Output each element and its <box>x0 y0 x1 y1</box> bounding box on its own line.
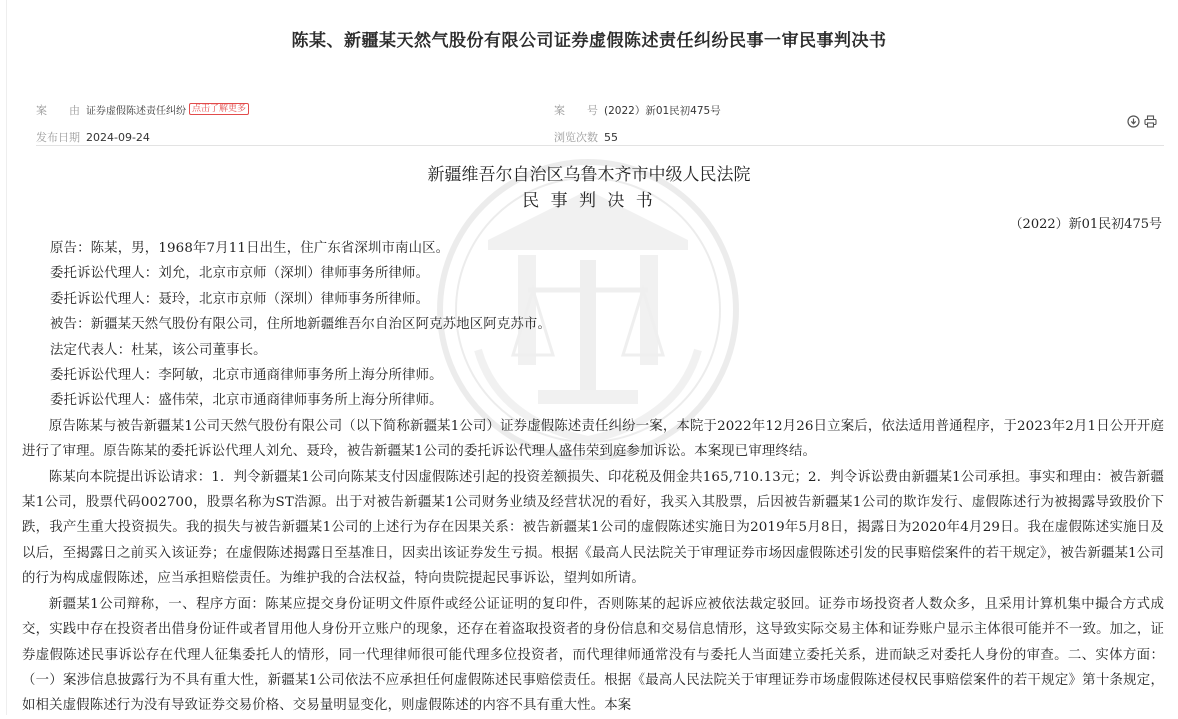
toolbar-icons <box>1127 113 1157 126</box>
download-icon[interactable] <box>1127 113 1140 126</box>
court-name: 新疆维吾尔自治区乌鲁木齐市中级人民法院 <box>427 165 751 185</box>
judgment-paragraph: 原告陈某与被告新疆某1公司天然气股份有限公司（以下简称新疆某1公司）证券虚假陈述责任纠纷一案，本院于2022年12月26日立案后，依法适用普通程序，于2023年2月1日公开开庭进行了审理。原告陈某的委托诉讼代理人刘允、聂玲，被告新疆某1公司的委托诉讼代理人盛伟荣到庭参加诉讼。本案现已审理终结。 <box>22 418 1164 460</box>
meta-views-value: 55 <box>604 131 618 144</box>
judgment-paragraph: 陈某向本院提出诉讼请求：1．判令新疆某1公司向陈某支付因虚假陈述引起的投资差额损失、印花税及佣金共165,710.13元；2．判令诉讼费由新疆某1公司承担。事实和理由：被告新疆某1公司，股票代码002700，股票名称为ST浩源。出于对被告新疆某1公司财务业绩及经营状况的看好，我买入其股票，后因被告新疆某1公司的欺诈发行、虚假陈述行为被揭露导致股价下跌，我产生重大投资损失。我的损失与被告新疆某1公司的上述行为存在因果关系：被告新疆某1公司的虚假陈述实施日为2019年5月8日，揭露日为2020年4月29日。我在虚假陈述实施日及以后，至揭露日之前买入该证券；在虚假陈述揭露日至基准日，因卖出该证券发生亏损。根据《最高人民法院关于审理证券市场因虚假陈述引发的民事赔偿案件的若干规定》，被告新疆某1公司的行为构成虚假陈述，应当承担赔偿责任。为维护我的合法权益，特向贵院提起民事诉讼，望判如所请。 <box>22 469 1164 587</box>
meta-case-no-label: 案 号 <box>554 104 598 117</box>
party-line: 被告：新疆某天然气股份有限公司，住所地新疆维吾尔自治区阿克苏地区阿克苏市。 <box>50 317 552 333</box>
meta-case-no <box>554 102 721 118</box>
judgment-paragraph: 新疆某1公司辩称，一、程序方面：陈某应提交身份证明文件原件或经公证证明的复印件，否则陈某的起诉应被依法裁定驳回。证券市场投资者人数众多，且采用计算机集中撮合方式成交，实践中存在投资者出借身份证件或者冒用他人身份开立账户的现象，还存在着盗取投资者的身份信息和交易信息情形，这导致实际交易主体和证券账户显示主体很可能并不一致。加之，证券虚假陈述民事诉讼存在代理人征集委托人的情形，同一代理律师很可能代理多位投资者，而代理律师通常没有与委托人当面建立委托关系，进而缺乏对委托人身份的审查。二、实体方面：（一）案涉信息披露行为不具有重大性，新疆某1公司依法不应承担任何虚假陈述民事赔偿责任。根据《最高人民法院关于审理证券市场虚假陈述侵权民事赔偿案件的若干规定》第十条规定，如相关虚假陈述行为没有导致证券交易价格、交易量明显变化，则虚假陈述的内容不具有重大性。本案 <box>22 596 1164 714</box>
meta-cause-label: 案 由 <box>36 104 80 117</box>
meta-cause-value: 证券虚假陈述责任纠纷 <box>86 106 186 117</box>
judgment-case-number: （2022）新01民初475号 <box>1009 217 1162 232</box>
party-line: 原告：陈某，男，1968年7月11日出生，住广东省深圳市南山区。 <box>50 241 450 256</box>
party-line: 委托诉讼代理人：刘允，北京市京师（深圳）律师事务所律师。 <box>50 266 430 282</box>
party-line: 委托诉讼代理人：李阿敏，北京市通商律师事务所上海分所律师。 <box>50 368 443 384</box>
meta-views <box>554 129 618 145</box>
meta-publish-label: 发布日期 <box>36 131 80 144</box>
page-left-border <box>6 0 7 715</box>
meta-publish-date <box>36 129 150 145</box>
print-icon[interactable] <box>1144 113 1157 126</box>
meta-cause <box>36 102 249 118</box>
party-line: 法定代表人：杜某，该公司董事长。 <box>50 342 267 358</box>
judgment-body <box>22 236 1164 719</box>
document-type: 民 事 判 决 书 <box>522 191 656 211</box>
meta-case-no-value: (2022）新01民初475号 <box>604 105 721 117</box>
party-line: 委托诉讼代理人：聂玲，北京市京师（深圳）律师事务所律师。 <box>50 291 430 307</box>
meta-publish-value: 2024-09-24 <box>86 131 150 144</box>
learn-more-tag[interactable]: 点击了解更多 <box>189 103 249 115</box>
party-line: 委托诉讼代理人：盛伟荣，北京市通商律师事务所上海分所律师。 <box>50 393 443 409</box>
header-divider <box>36 145 1164 146</box>
page-title: 陈某、新疆某天然气股份有限公司证券虚假陈述责任纠纷民事一审民事判决书 <box>291 31 887 51</box>
meta-views-label: 浏览次数 <box>554 131 598 144</box>
